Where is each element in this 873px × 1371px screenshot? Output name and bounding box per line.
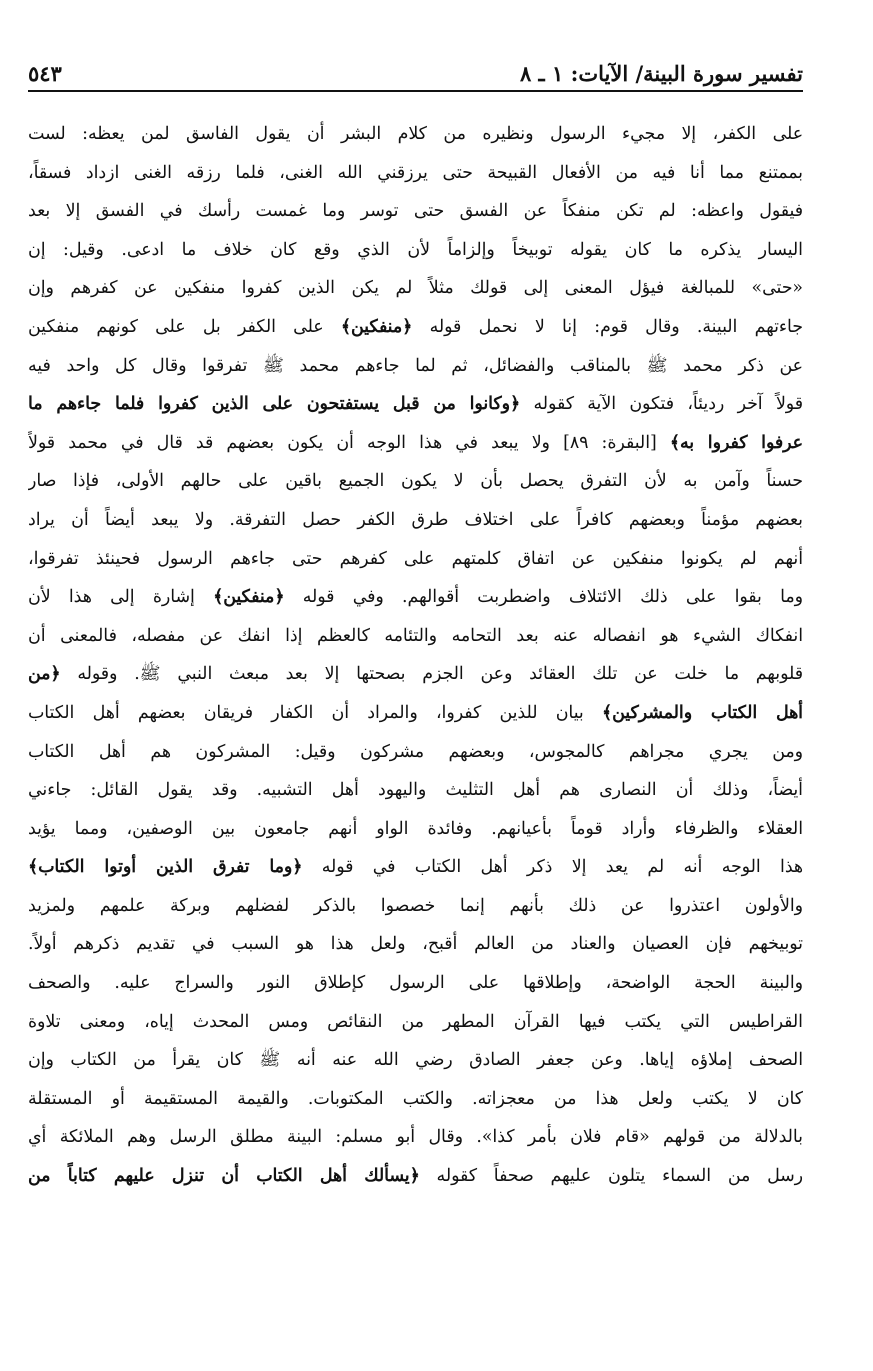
text-segment: توبيخهم فإن العصيان والعناد من العالم أقبح، ولعل هذا هو السبب في تقديم ذكرهم أولاً. <box>28 934 803 955</box>
text-line <box>28 771 803 810</box>
text-line <box>28 733 803 772</box>
running-title: تفسير سورة البينة/ الآيات: ١ ـ ٨ <box>519 61 803 86</box>
text-segment: حسناً وآمن به لأن التفرق يحصل بأن لا يكون الجميع باقين على حالهم الأولى، فإذا صار <box>28 471 803 492</box>
text-line <box>28 192 803 231</box>
text-segment: والبينة الحجة الواضحة، وإطلاقها على الرسول كإطلاق النور والسراج عليه. والصحف <box>28 973 803 994</box>
text-segment: قلوبهم ما خلت عن تلك العقائد وعن الجزم بصحتها إلا بعد مبعث النبي ﷺ. وقوله <box>60 664 803 685</box>
text-segment: جاءتهم البينة. وقال قوم: إنا لا نحمل قوله <box>412 316 803 337</box>
text-segment: العقلاء والظرفاء وأراد قوماً بأعيانهم. وفائدة الواو أنهم جامعون بين الوصفين، ومما يؤيد <box>28 818 803 839</box>
text-segment: انفكاك الشيء هو انفصاله عنه بعد التحامه والتئامه كالعظم إذا انفك عن مفصله، فالمعنى أن <box>28 625 803 646</box>
text-line <box>28 154 803 193</box>
text-line <box>28 1041 803 1080</box>
text-segment: أنهم لم يكونوا منفكين عن اتفاق كلمتهم على كفرهم حتى جاءهم الرسول فحينئذ تفرقوا، <box>28 548 803 569</box>
quran-quote: ﴿من <box>28 664 61 685</box>
text-line <box>28 617 803 656</box>
text-line <box>28 887 803 926</box>
text-segment: بالدلالة من قولهم «قام فلان بأمر كذا». وقال أبو مسلم: البينة مطلق الرسل وهم الملائكة أي <box>28 1127 803 1148</box>
text-line <box>28 231 803 270</box>
quran-quote: ﴿وكانوا من قبل يستفتحون على الذين كفروا فلما جاءهم ما <box>28 394 521 415</box>
text-segment: على الكفر، إلا مجيء الرسول ونظيره من كلام البشر أن يقول الفاسق لمن يعظه: لست <box>28 124 803 144</box>
text-line <box>28 269 803 308</box>
quran-quote: ﴿وما تفرق الذين أوتوا الكتاب﴾ <box>28 857 303 878</box>
page-number: ٥٤٣ <box>28 61 62 86</box>
text-segment: عن ذكر محمد ﷺ بالمناقب والفضائل، ثم لما جاءهم محمد ﷺ تفرقوا وقال كل واحد فيه <box>28 355 803 376</box>
text-segment: الصحف إملاؤه إياها. وعن جعفر الصادق رضي الله عنه أنه ﷺ كان يقرأ من الكتاب وإن <box>28 1050 803 1071</box>
text-segment: القراطيس التي يكتب فيها القرآن المطهر من النقائص ومس المحدث إياه، ومعنى تلاوة <box>28 1011 803 1032</box>
text-line <box>28 501 803 540</box>
text-line <box>28 655 803 694</box>
text-segment: إشارة إلى هذا لأن <box>28 587 214 608</box>
text-line <box>28 308 803 347</box>
text-line <box>28 848 803 887</box>
quran-quote: ﴿منفكين﴾ <box>213 587 285 608</box>
text-line <box>28 540 803 579</box>
quran-quote: ﴿يسألك أهل الكتاب أن تنزل عليهم كتاباً من <box>28 1166 420 1187</box>
text-segment: كان لا يكتب ولعل هذا من معجزاته. والكتب المكتوبات. والقيمة المستقيمة أو المستقلة <box>28 1088 803 1109</box>
quran-quote: أهل الكتاب والمشركين﴾ <box>601 702 803 723</box>
text-line <box>28 1157 803 1196</box>
text-segment: رسل من السماء يتلون عليهم صحفاً كقوله <box>419 1166 803 1187</box>
text-line <box>28 1003 803 1042</box>
text-line <box>28 694 803 733</box>
body-text <box>28 115 803 1196</box>
text-line <box>28 1080 803 1119</box>
text-line <box>28 462 803 501</box>
text-segment: هذا الوجه أنه لم يعد إلا ذكر أهل الكتاب في قوله <box>302 857 803 878</box>
text-segment: فيقول واعظه: لم تكن منفكاً عن الفسق حتى توسر وما غمست رأسك في الفسق إلا بعد <box>28 201 803 222</box>
text-line <box>28 925 803 964</box>
text-segment: وما بقوا على ذلك الائتلاف واضطربت أقوالهم. وفي قوله <box>284 587 803 608</box>
text-line <box>28 964 803 1003</box>
text-segment: اليسار يذكره ما كان يقوله توبيخاً وإلزاماً لأن الذي وقع كان خلاف ما ادعى. وقيل: إن <box>28 239 803 260</box>
text-segment: ومن يجري مجراهم كالمجوس، وبعضهم مشركون وقيل: المشركون هم أهل الكتاب <box>28 741 803 762</box>
text-line <box>28 578 803 617</box>
quran-quote: عرفوا كفروا به﴾ <box>669 432 803 453</box>
text-segment: بعضهم مؤمناً وبعضهم كافراً على اختلاف طرق الكفر حصل التفرقة. ولا يبعد أيضاً أن يراد <box>28 509 803 530</box>
text-segment: قولاً آخر رديئاً، فتكون الآية كقوله <box>520 394 803 415</box>
quran-quote: ﴿منفكين﴾ <box>340 316 413 337</box>
text-line <box>28 1118 803 1157</box>
text-segment: بممتنع مما أنا فيه من الأفعال القبيحة حتى يرزقني الله الغنى، فلما رزقه الغنى ازداد فسقاً، <box>28 162 803 183</box>
text-segment: بيان للذين كفروا، والمراد أن الكفار فريقان بعضهم أهل الكتاب <box>28 702 602 723</box>
text-line <box>28 810 803 849</box>
page-header <box>28 52 803 92</box>
text-line <box>28 424 803 463</box>
text-segment: «حتى» للمبالغة فيؤل المعنى إلى قولك مثلاً لم يكن الذين كفروا منفكين عن كفرهم وإن <box>28 278 803 299</box>
text-segment: [البقرة: ٨٩] ولا يبعد في هذا الوجه أن يكون بعضهم قد قال في محمد قولاً <box>28 432 670 453</box>
text-line <box>28 347 803 386</box>
text-line <box>28 115 803 154</box>
text-segment: والأولون اعتذروا عن ذلك بأنهم إنما خصصوا بالذكر لفضلهم وبركة علمهم ولمزيد <box>28 895 803 916</box>
text-line <box>28 385 803 424</box>
text-segment: على الكفر بل على كونهم منفكين <box>28 316 341 337</box>
text-segment: أيضاً، وذلك أن النصارى هم أهل التثليث واليهود أهل التشبيه. وقد يقول القائل: جاءني <box>28 780 803 801</box>
